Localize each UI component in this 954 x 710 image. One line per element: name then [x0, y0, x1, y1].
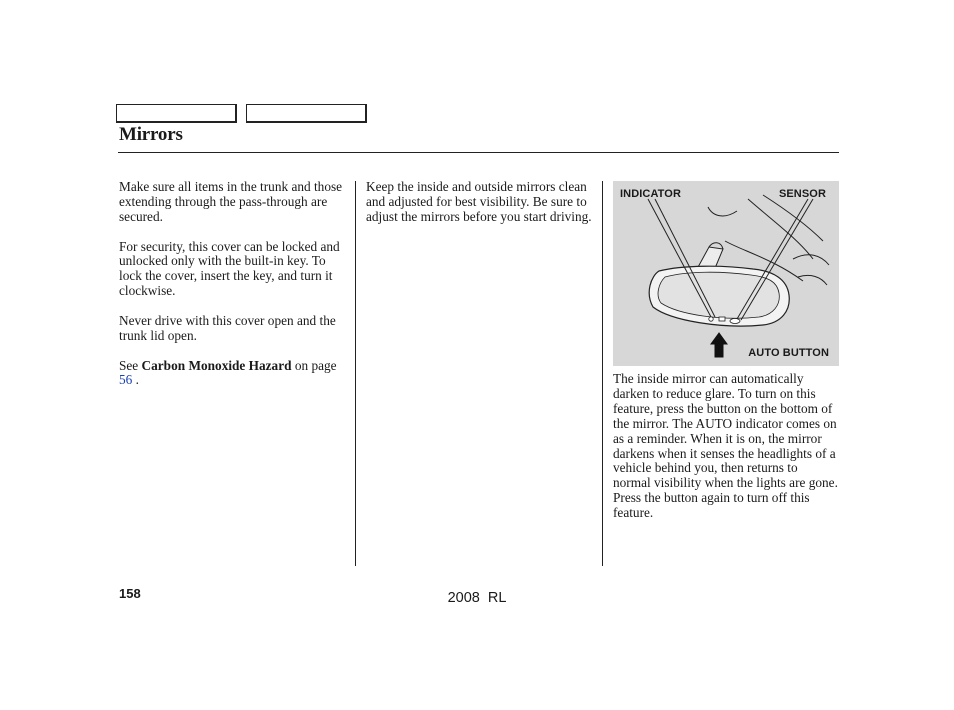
paragraph-see-also — [119, 359, 347, 389]
text-column-1 — [119, 180, 347, 403]
see-also-topic: Carbon Monoxide Hazard — [141, 357, 292, 373]
see-also-prefix: See — [119, 357, 142, 373]
mirror-illustration — [613, 181, 839, 366]
paragraph-auto-dimming: The inside mirror can automatically darken to reduce glare. To turn on this feature, press the button on the bottom of the mirror. The AUTO indicator comes on as a reminder. When it is on, the mirror darkens when it senses the headlights of a vehicle behind you, then returns to normal visibility when the lights are gone. Press the button again to turn off this feature. — [613, 371, 838, 521]
nav-tab-previous[interactable] — [116, 104, 237, 123]
indicator-label: INDICATOR — [620, 188, 681, 200]
paragraph-cover-warning: Never drive with this cover open and the trunk lid open. — [119, 312, 336, 343]
title-divider — [118, 152, 839, 153]
sensor-label: SENSOR — [778, 188, 826, 200]
page-number: 158 — [119, 586, 141, 601]
auto-button-label: AUTO BUTTON — [748, 347, 829, 359]
text-column-2 — [366, 180, 594, 240]
page-title: Mirrors — [119, 124, 183, 145]
rearview-mirror-drawing — [613, 181, 839, 366]
column-divider-1 — [355, 181, 356, 566]
nav-tab-next[interactable] — [246, 104, 367, 123]
paragraph-security-cover: For security, this cover can be locked and unlocked only with the built-in key. To lock the cover, insert the key, and turn it clockwise. — [119, 238, 340, 299]
page-link[interactable]: 56 — [119, 372, 133, 388]
model-footer: 2008 RL — [447, 590, 507, 606]
paragraph-keep-mirrors-clean: Keep the inside and outside mirrors clean and adjusted for best visibility. Be sure to adjust the mirrors before you start driving. — [366, 179, 592, 224]
text-column-3 — [613, 372, 838, 536]
paragraph-trunk-items: Make sure all items in the trunk and those extending through the pass-through are secured. — [119, 179, 343, 224]
see-also-mid: on page — [291, 357, 337, 373]
see-also-suffix: . — [132, 372, 139, 388]
column-divider-2 — [602, 181, 603, 566]
